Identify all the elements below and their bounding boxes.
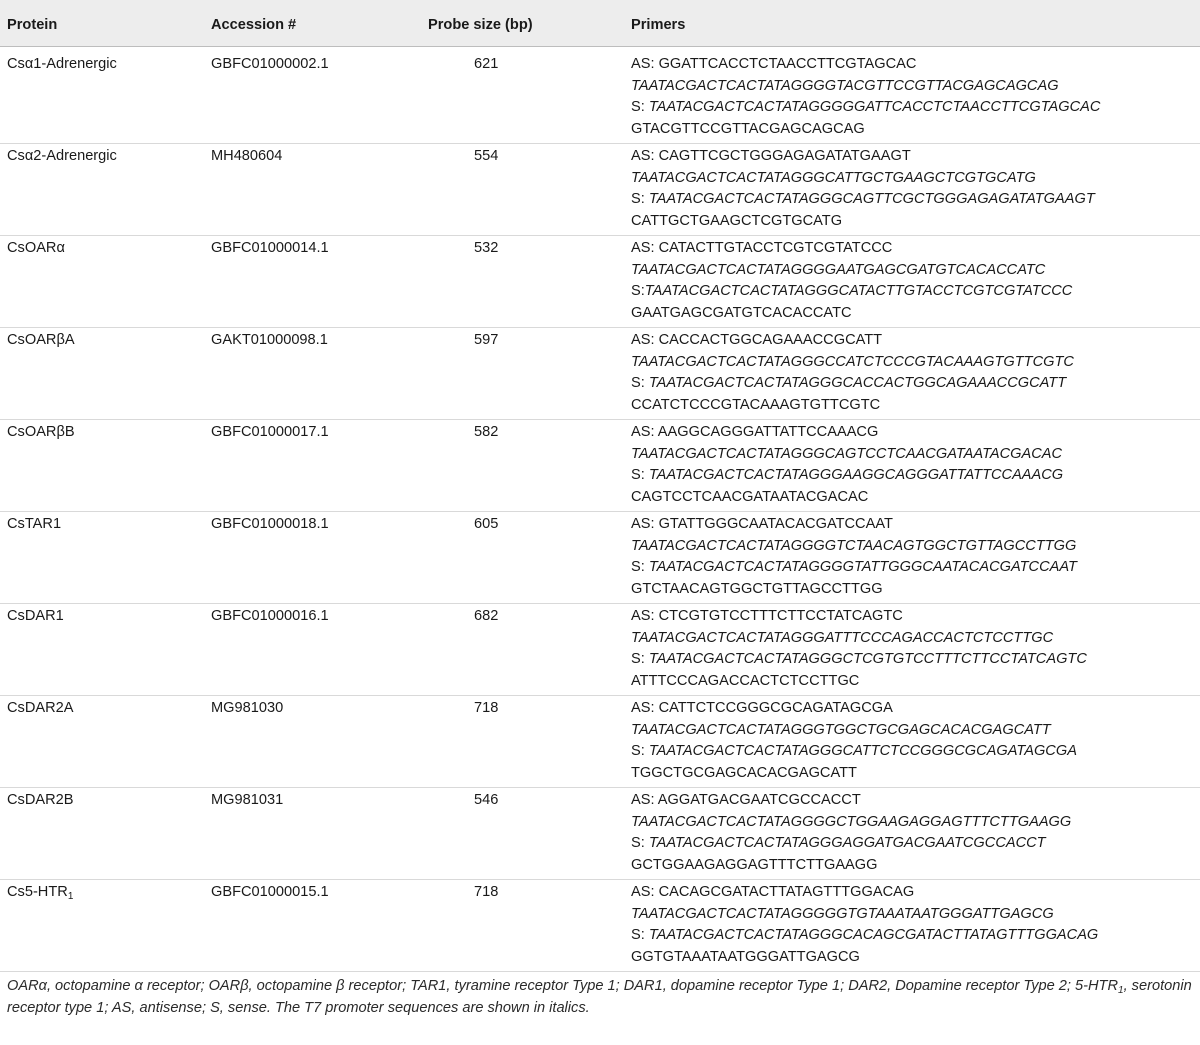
primer-antisense: AS: CATACTTGTACCTCGTCGTATCCC: [631, 240, 893, 256]
table-row: [0, 696, 1200, 788]
cell-primers: [624, 47, 1200, 144]
cell-probe-size: 582: [416, 420, 624, 512]
primer-antisense-t7: TAATACGACTCACTATAGGGGTCTAACAGTGGCTGTTAGCCTTGG: [631, 537, 1077, 554]
cell-probe-size: 597: [416, 328, 624, 420]
footnote-part2: , serotonin receptor type 1; AS, antisense; S, sense. The T7 promoter sequences are shown in italics.: [7, 978, 1192, 1016]
table-row: [0, 512, 1200, 604]
cell-accession: GBFC01000016.1: [204, 604, 416, 696]
primer-sense-label: S:: [631, 283, 645, 299]
primer-sense-t7: TAATACGACTCACTATAGGGCACAGCGATACTTATAGTTTGGACAG: [648, 927, 1099, 943]
primer-sense-line: [631, 649, 1200, 671]
primer-sense-t7: TAATACGACTCACTATAGGGGGATTCACCTCTAACCTTCGTAGCAC: [648, 99, 1101, 115]
cell-primers: [624, 788, 1200, 880]
table-row: [0, 788, 1200, 880]
primer-sense-label: S:: [631, 191, 649, 207]
cell-protein: CsDAR2A: [0, 696, 204, 788]
primer-sense-line: [631, 741, 1200, 763]
cell-accession: GBFC01000002.1: [204, 47, 416, 144]
primer-antisense-t7: TAATACGACTCACTATAGGGCATTGCTGAAGCTCGTGCATG: [631, 169, 1036, 186]
cell-accession: GBFC01000018.1: [204, 512, 416, 604]
primer-antisense-t7: TAATACGACTCACTATAGGGGAATGAGCGATGTCACACCATC: [631, 261, 1046, 278]
cell-probe-size: 546: [416, 788, 624, 880]
primer-sense-line: [631, 833, 1200, 855]
primer-sense-label: S:: [631, 835, 649, 851]
primer-sense-t7: TAATACGACTCACTATAGGGCATACTTGTACCTCGTCGTATCCC: [644, 283, 1073, 299]
primer-sense-line: [631, 925, 1200, 947]
table-row: [0, 236, 1200, 328]
primer-antisense-t7: TAATACGACTCACTATAGGGATTTCCCAGACCACTCTCCTTGC: [631, 629, 1054, 646]
table-row: [0, 880, 1200, 972]
table-body: [0, 47, 1200, 972]
primer-sense-label: S:: [631, 467, 649, 483]
cell-protein: CsTAR1: [0, 512, 204, 604]
footnote-sub: 1: [1118, 985, 1124, 996]
primer-sense-t7: TAATACGACTCACTATAGGGGTATTGGGCAATACACGATCCAAT: [648, 559, 1077, 575]
primer-sense-line: [631, 373, 1200, 395]
primer-sense-label: S:: [631, 559, 649, 575]
cell-protein: CsDAR2B: [0, 788, 204, 880]
primer-antisense: AS: CACCACTGGCAGAAACCGCATT: [631, 332, 883, 348]
primer-antisense: AS: AAGGCAGGGATTATTCCAAACG: [631, 424, 879, 440]
primer-sense-label: S:: [631, 99, 649, 115]
primer-sense-line: [631, 97, 1200, 119]
primer-sense-tail: CATTGCTGAAGCTCGTGCATG: [631, 212, 843, 229]
primer-antisense-t7: TAATACGACTCACTATAGGGCCATCTCCCGTACAAAGTGTTCGTC: [631, 353, 1074, 370]
primer-sense-tail: GTACGTTCCGTTACGAGCAGCAG: [631, 120, 865, 137]
primer-sense-tail: GCTGGAAGAGGAGTTTCTTGAAGG: [631, 856, 878, 873]
header-primers: Primers: [624, 0, 1200, 47]
table-row: [0, 47, 1200, 144]
primer-sense-t7: TAATACGACTCACTATAGGGCTCGTGTCCTTTCTTCCTATCAGTC: [648, 651, 1087, 667]
cell-probe-size: 718: [416, 696, 624, 788]
cell-primers: [624, 604, 1200, 696]
primer-sense-tail: ATTTCCCAGACCACTCTCCTTGC: [631, 672, 860, 689]
primer-sense-line: [631, 281, 1200, 303]
primer-sense-t7: TAATACGACTCACTATAGGGCATTCTCCGGGCGCAGATAGCGA: [648, 743, 1077, 759]
primer-antisense: AS: GTATTGGGCAATACACGATCCAAT: [631, 516, 893, 532]
cell-accession: GBFC01000017.1: [204, 420, 416, 512]
cell-primers: [624, 880, 1200, 972]
primer-sense-label: S:: [631, 743, 649, 759]
primer-sense-label: S:: [631, 927, 649, 943]
cell-protein: CsOARα: [0, 236, 204, 328]
cell-primers: [624, 328, 1200, 420]
cell-probe-size: 621: [416, 47, 624, 144]
cell-primers: [624, 236, 1200, 328]
cell-accession: MG981031: [204, 788, 416, 880]
cell-probe-size: 532: [416, 236, 624, 328]
cell-primers: [624, 512, 1200, 604]
cell-protein: CsDAR1: [0, 604, 204, 696]
primer-antisense-t7: TAATACGACTCACTATAGGGGTACGTTCCGTTACGAGCAGCAG: [631, 77, 1059, 94]
table-row: [0, 604, 1200, 696]
cell-accession: GAKT01000098.1: [204, 328, 416, 420]
header-probe-size: Probe size (bp): [416, 0, 624, 47]
primer-sense-t7: TAATACGACTCACTATAGGGCAGTTCGCTGGGAGAGATATGAAGT: [648, 191, 1095, 207]
footnote-part1: OARα, octopamine α receptor; OARβ, octopamine β receptor; TAR1, tyramine receptor Type 1; DAR1, dopamine receptor Type 1; DAR2, Dopamine receptor Type 2; 5-HTR: [7, 978, 1119, 994]
protein-subscript: 1: [67, 891, 74, 902]
primer-sense-tail: TGGCTGCGAGCACACGAGCATT: [631, 764, 857, 781]
table-footnote: [0, 972, 1200, 1019]
cell-primers: [624, 144, 1200, 236]
cell-protein: Csα2-Adrenergic: [0, 144, 204, 236]
cell-probe-size: 682: [416, 604, 624, 696]
table-row: [0, 144, 1200, 236]
primer-sense-label: S:: [631, 375, 649, 391]
cell-probe-size: 605: [416, 512, 624, 604]
primer-antisense-t7: TAATACGACTCACTATAGGGCAGTCCTCAACGATAATACGACAC: [631, 445, 1063, 462]
primer-sense-tail: CAGTCCTCAACGATAATACGACAC: [631, 488, 869, 505]
primer-sense-tail: GGTGTAAATAATGGGATTGAGCG: [631, 948, 860, 965]
cell-accession: GBFC01000014.1: [204, 236, 416, 328]
primer-sense-label: S:: [631, 651, 649, 667]
cell-protein: CsOARβB: [0, 420, 204, 512]
cell-accession: GBFC01000015.1: [204, 880, 416, 972]
cell-protein: Csα1-Adrenergic: [0, 47, 204, 144]
primer-sense-line: [631, 189, 1200, 211]
table-header-row: [0, 0, 1200, 47]
primer-sense-line: [631, 465, 1200, 487]
primer-antisense-t7: TAATACGACTCACTATAGGGGCTGGAAGAGGAGTTTCTTGAAGG: [631, 813, 1072, 830]
header-accession: Accession #: [204, 0, 416, 47]
table-row: [0, 328, 1200, 420]
primer-sense-line: [631, 557, 1200, 579]
cell-protein: CsOARβA: [0, 328, 204, 420]
primer-sense-t7: TAATACGACTCACTATAGGGAAGGCAGGGATTATTCCAAACG: [648, 467, 1064, 483]
cell-protein: [0, 880, 204, 972]
cell-primers: [624, 696, 1200, 788]
primer-antisense: AS: CAGTTCGCTGGGAGAGATATGAAGT: [631, 148, 911, 164]
header-protein: Protein: [0, 0, 204, 47]
primer-antisense-t7: TAATACGACTCACTATAGGGGGTGTAAATAATGGGATTGAGCG: [631, 905, 1054, 922]
cell-accession: MG981030: [204, 696, 416, 788]
primer-antisense: AS: CTCGTGTCCTTTCTTCCTATCAGTC: [631, 608, 903, 624]
primer-antisense: AS: CATTCTCCGGGCGCAGATAGCGA: [631, 700, 893, 716]
primer-sense-tail: GTCTAACAGTGGCTGTTAGCCTTGG: [631, 580, 883, 597]
primer-antisense: AS: CACAGCGATACTTATAGTTTGGACAG: [631, 884, 915, 900]
cell-accession: MH480604: [204, 144, 416, 236]
cell-primers: [624, 420, 1200, 512]
primer-sense-t7: TAATACGACTCACTATAGGGCACCACTGGCAGAAACCGCATT: [648, 375, 1067, 391]
primer-antisense-t7: TAATACGACTCACTATAGGGTGGCTGCGAGCACACGAGCATT: [631, 721, 1051, 738]
table-row: [0, 420, 1200, 512]
primer-sense-tail: GAATGAGCGATGTCACACCATC: [631, 304, 852, 321]
primer-antisense: AS: AGGATGACGAATCGCCACCT: [631, 792, 861, 808]
primer-sense-tail: CCATCTCCCGTACAAAGTGTTCGTC: [631, 396, 881, 413]
primer-sense-t7: TAATACGACTCACTATAGGGAGGATGACGAATCGCCACCT: [648, 835, 1046, 851]
protein-name: Cs5-HTR: [7, 884, 68, 900]
cell-probe-size: 718: [416, 880, 624, 972]
primer-antisense: AS: GGATTCACCTCTAACCTTCGTAGCAC: [631, 56, 917, 72]
cell-probe-size: 554: [416, 144, 624, 236]
